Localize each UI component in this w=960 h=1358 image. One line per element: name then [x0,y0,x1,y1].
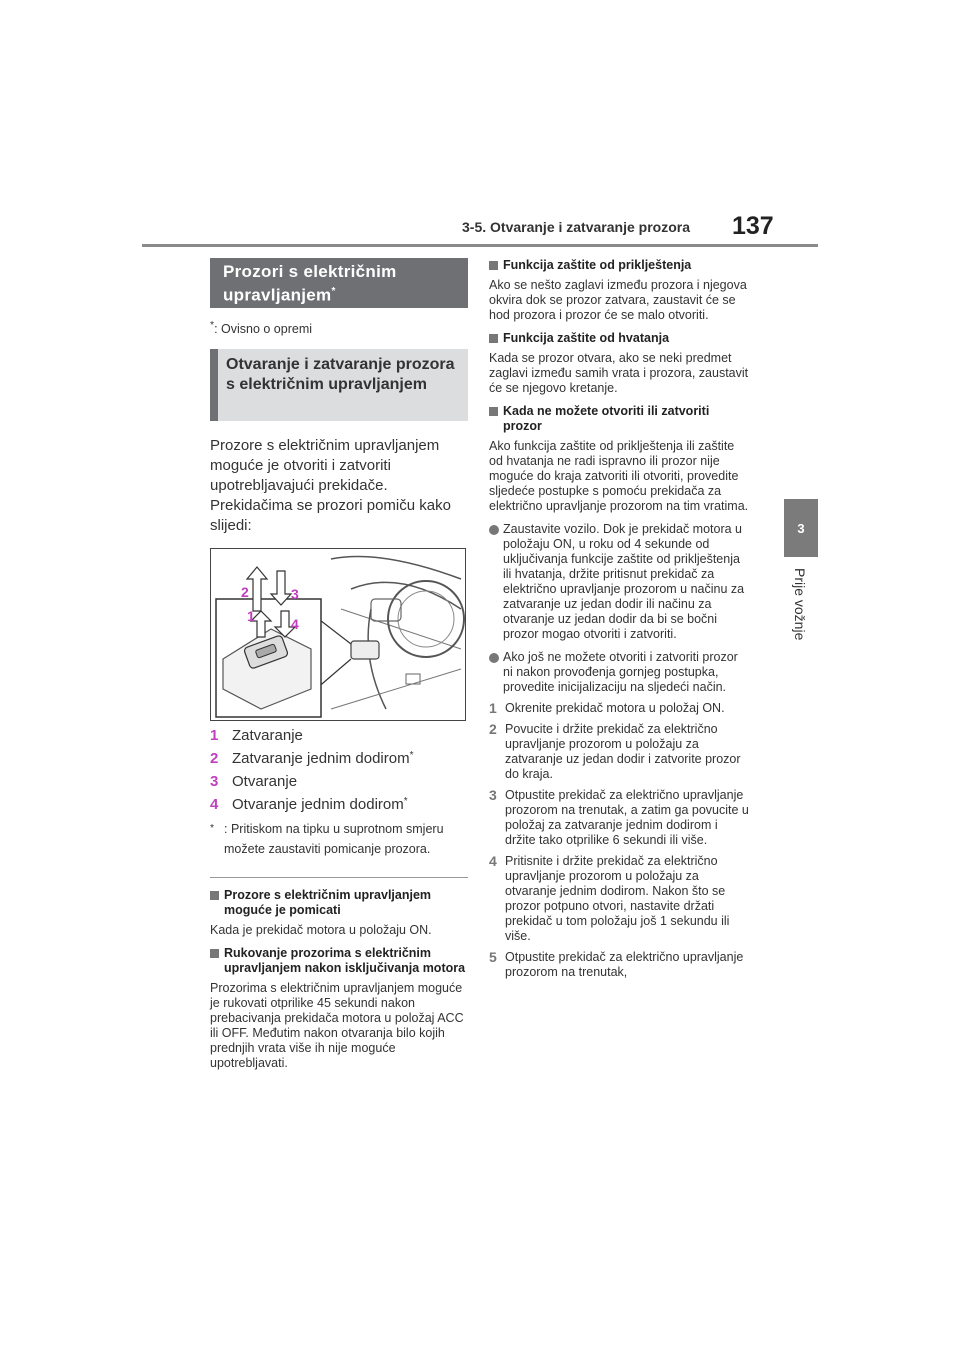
availability-footnote: *: Ovisno o opremi [210,320,313,337]
square-bullet-icon [489,261,498,270]
list-item: 5 Otpustite prekidač za električno upravljanje prozorom na trenutak, [489,949,744,979]
list-item: 1 Okrenite prekidač motora u položaj ON. [489,700,725,716]
section-heading: Kada ne možete otvoriti ili zatvoriti prozor [489,404,751,434]
switch-steps-list [210,727,468,813]
chapter-label: Prije vožnje [792,568,808,641]
section-heading: Funkcija zaštite od hvatanja [489,331,751,346]
section-body: Kada je prekidač motora u položaju ON. [210,923,432,938]
square-bullet-icon [210,949,219,958]
figure-label-3: 3 [291,586,299,603]
section-body: Prozorima s električnim upravljanjem moguće je rukovati otprilike 45 sekundi nakon prebacivanja prekidača motora u položaj ACC ili OFF. Međutim nakon otvaranja bilo kojih prednjih vrata više ih nije moguće upotrebljavati. [210,981,464,1071]
section-body: Ako se nešto zaglavi između prozora i njegova okvira dok se prozor zatvara, zaustavit će se hod prozora i prozor će se malo otvoriti. [489,278,747,322]
circle-bullet-icon [489,525,499,535]
left-column [210,258,468,1071]
right-column [489,258,751,980]
chapter-number: 3 [797,520,805,536]
list-item: Ako još ne možete otvoriti i zatvoriti prozor ni nakon provođenja gornjeg postupka, provedite inicijalizaciju na sljedeći način. [489,650,751,695]
square-bullet-icon [489,407,498,416]
section-heading: Funkcija zaštite od priklještenja [489,258,751,273]
section-body: Kada se prozor otvara, ako se neki predmet zaglavi između samih vrata i prozora, zaustavit će se njegovo kretanje. [489,351,749,395]
banner-star: * [331,286,336,297]
list-item: 2 Zatvaranje jednim dodirom * [210,750,414,768]
section-header-title: 3-5. Otvaranje i zatvaranje prozora [462,219,690,235]
section-body: Ako funkcija zaštite od priklještenja ili zaštite od hvatanja ne radi ispravno ili prozor nije moguće do kraja zatvoriti ili otvoriti, provedite sljedeće postupke s pomoću prekidača za električno upravljanje prozorom na tim vratima. [489,439,749,513]
list-item: Zaustavite vozilo. Dok je prekidač motora u položaju ON, u roku od 4 sekunde od uključivanja funkcije zaštite od priklještenja ili hvatanja, držite pritisnut prekidač za električno upravljanje prozorom u načinu za zatvaranje uz jedan dodir ili načinu za otvaranje uz jedan dodir da bi se bočni prozor mogao otvoriti i zatvoriti. [489,522,751,642]
list-item: 1 Zatvaranje [210,727,303,745]
section-heading: Prozore s električnim upravljanjem moguće je pomicati [210,888,468,918]
section-divider [210,877,468,878]
chapter-label-container [780,568,820,668]
intro-paragraph: Prozore s električnim upravljanjem moguće je otvoriti i zatvoriti upotrebljavajući prekidače. Prekidačima se prozori pomiču kako slijedi: [210,437,451,535]
steps-footnote: * : Pritiskom na tipku u suprotnom smjeru možete zaustaviti pomicanje prozora. [210,822,444,857]
chapter-tab [784,499,818,557]
square-bullet-icon [210,891,219,900]
figure-label-1: 1 [247,608,255,625]
section-heading: Rukovanje prozorima s električnim upravljanjem nakon isključivanja motora [210,946,468,976]
window-switch-illustration [210,548,466,721]
banner-title: Prozori s električnim upravljanjem [223,262,397,305]
list-item: 4 Otvaranje jednim dodirom * [210,796,408,814]
section-banner [210,258,468,308]
figure-label-2: 2 [241,584,249,601]
figure-label-4: 4 [291,616,299,633]
list-item: 2 Povucite i držite prekidač za električno upravljanje prozorom u položaju za zatvaranje uz jedan dodir i zatvorite prozor do kraja. [489,721,741,781]
page-number: 137 [732,212,774,240]
square-bullet-icon [489,334,498,343]
subsection-banner: Otvaranje i zatvaranje prozora s električnim upravljanjem [210,349,468,421]
header-divider [142,244,818,247]
circle-bullet-icon [489,653,499,663]
switch-diagram-svg [211,549,465,720]
list-item: 4 Pritisnite i držite prekidač za električno upravljanje prozorom u položaju za otvaranje jednim dodirom. Nakon što se prozor potpuno otvori, nastavite držati prekidač u tom položaju još 1 sekundu ili više. [489,853,730,943]
list-item: 3 Otvaranje [210,773,298,791]
list-item: 3 Otpustite prekidač za električno upravljanje prozorom na trenutak, a zatim ga povucite u položaj za zatvaranje jednim dodirom i držite tako otprilike 6 sekundi ili više. [489,787,749,847]
